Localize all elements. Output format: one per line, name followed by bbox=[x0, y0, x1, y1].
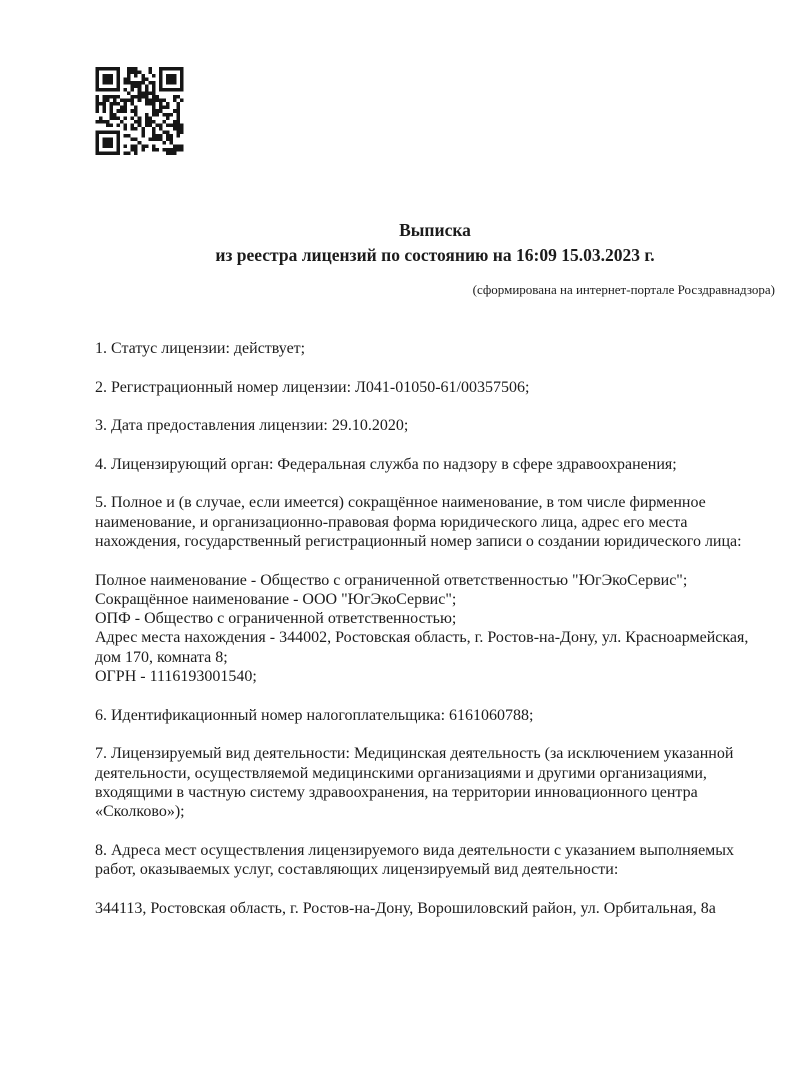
org-full-name: Полное наименование - Общество с ограниченной ответственностью "ЮгЭкоСервис"; bbox=[95, 571, 688, 589]
qr-code-image bbox=[95, 67, 184, 155]
paragraph-licensing-authority: 4. Лицензирующий орган: Федеральная служба по надзору в сфере здравоохранения; bbox=[95, 455, 677, 473]
paragraph-registration-number: 2. Регистрационный номер лицензии: Л041-01050-61/00357506; bbox=[95, 378, 530, 396]
paragraph-inn: 6. Идентификационный номер налогоплательщика: 6161060788; bbox=[95, 706, 534, 724]
document-title-line2: из реестра лицензий по состоянию на 16:09 15.03.2023 г. bbox=[215, 245, 655, 265]
document-generated-note: (сформирована на интернет-портале Росздравнадзора) bbox=[472, 282, 775, 297]
paragraph-activity-address: 344113, Ростовская область, г. Ростов-на-Дону, Ворошиловский район, ул. Орбитальная, 8а bbox=[95, 899, 716, 917]
document-title bbox=[95, 218, 775, 268]
paragraph-addresses-heading: 8. Адреса мест осуществления лицензируемого вида деятельности с указанием выполняемых работ, оказываемых услуг, составляющих лицензируемый вид деятельности: bbox=[95, 841, 735, 879]
document-body bbox=[95, 339, 775, 937]
paragraph-license-status: 1. Статус лицензии: действует; bbox=[95, 340, 306, 357]
paragraph-entity-heading: 5. Полное и (в случае, если имеется) сокращённое наименование, в том числе фирменное наименование, и организационно-правовая форма юридического лица, адрес его места нахождения, государственный регистрационный номер записи о создании юридического лица: bbox=[95, 494, 742, 550]
qr-code bbox=[95, 67, 184, 155]
document-title-line1: Выписка bbox=[399, 220, 471, 240]
paragraph-grant-date: 3. Дата предоставления лицензии: 29.10.2020; bbox=[95, 417, 409, 435]
org-short-name: Сокращённое наименование - ООО "ЮгЭкоСервис"; bbox=[95, 590, 457, 608]
org-legal-form: ОПФ - Общество с ограниченной ответственностью; bbox=[95, 610, 457, 628]
paragraph-activity-type: 7. Лицензируемый вид деятельности: Медицинская деятельность (за исключением указанной деятельности, осуществляемой медицинскими организациями и другими организациями, входящими в частную систему здравоохранения, на территории инновационного центра «Сколково»); bbox=[95, 745, 734, 821]
org-details-block bbox=[95, 571, 775, 687]
org-address: Адрес места нахождения - 344002, Ростовская область, г. Ростов-на-Дону, ул. Красноармейская, дом 170, комната 8; bbox=[95, 629, 749, 666]
org-ogrn: ОГРН - 1116193001540; bbox=[95, 668, 257, 686]
